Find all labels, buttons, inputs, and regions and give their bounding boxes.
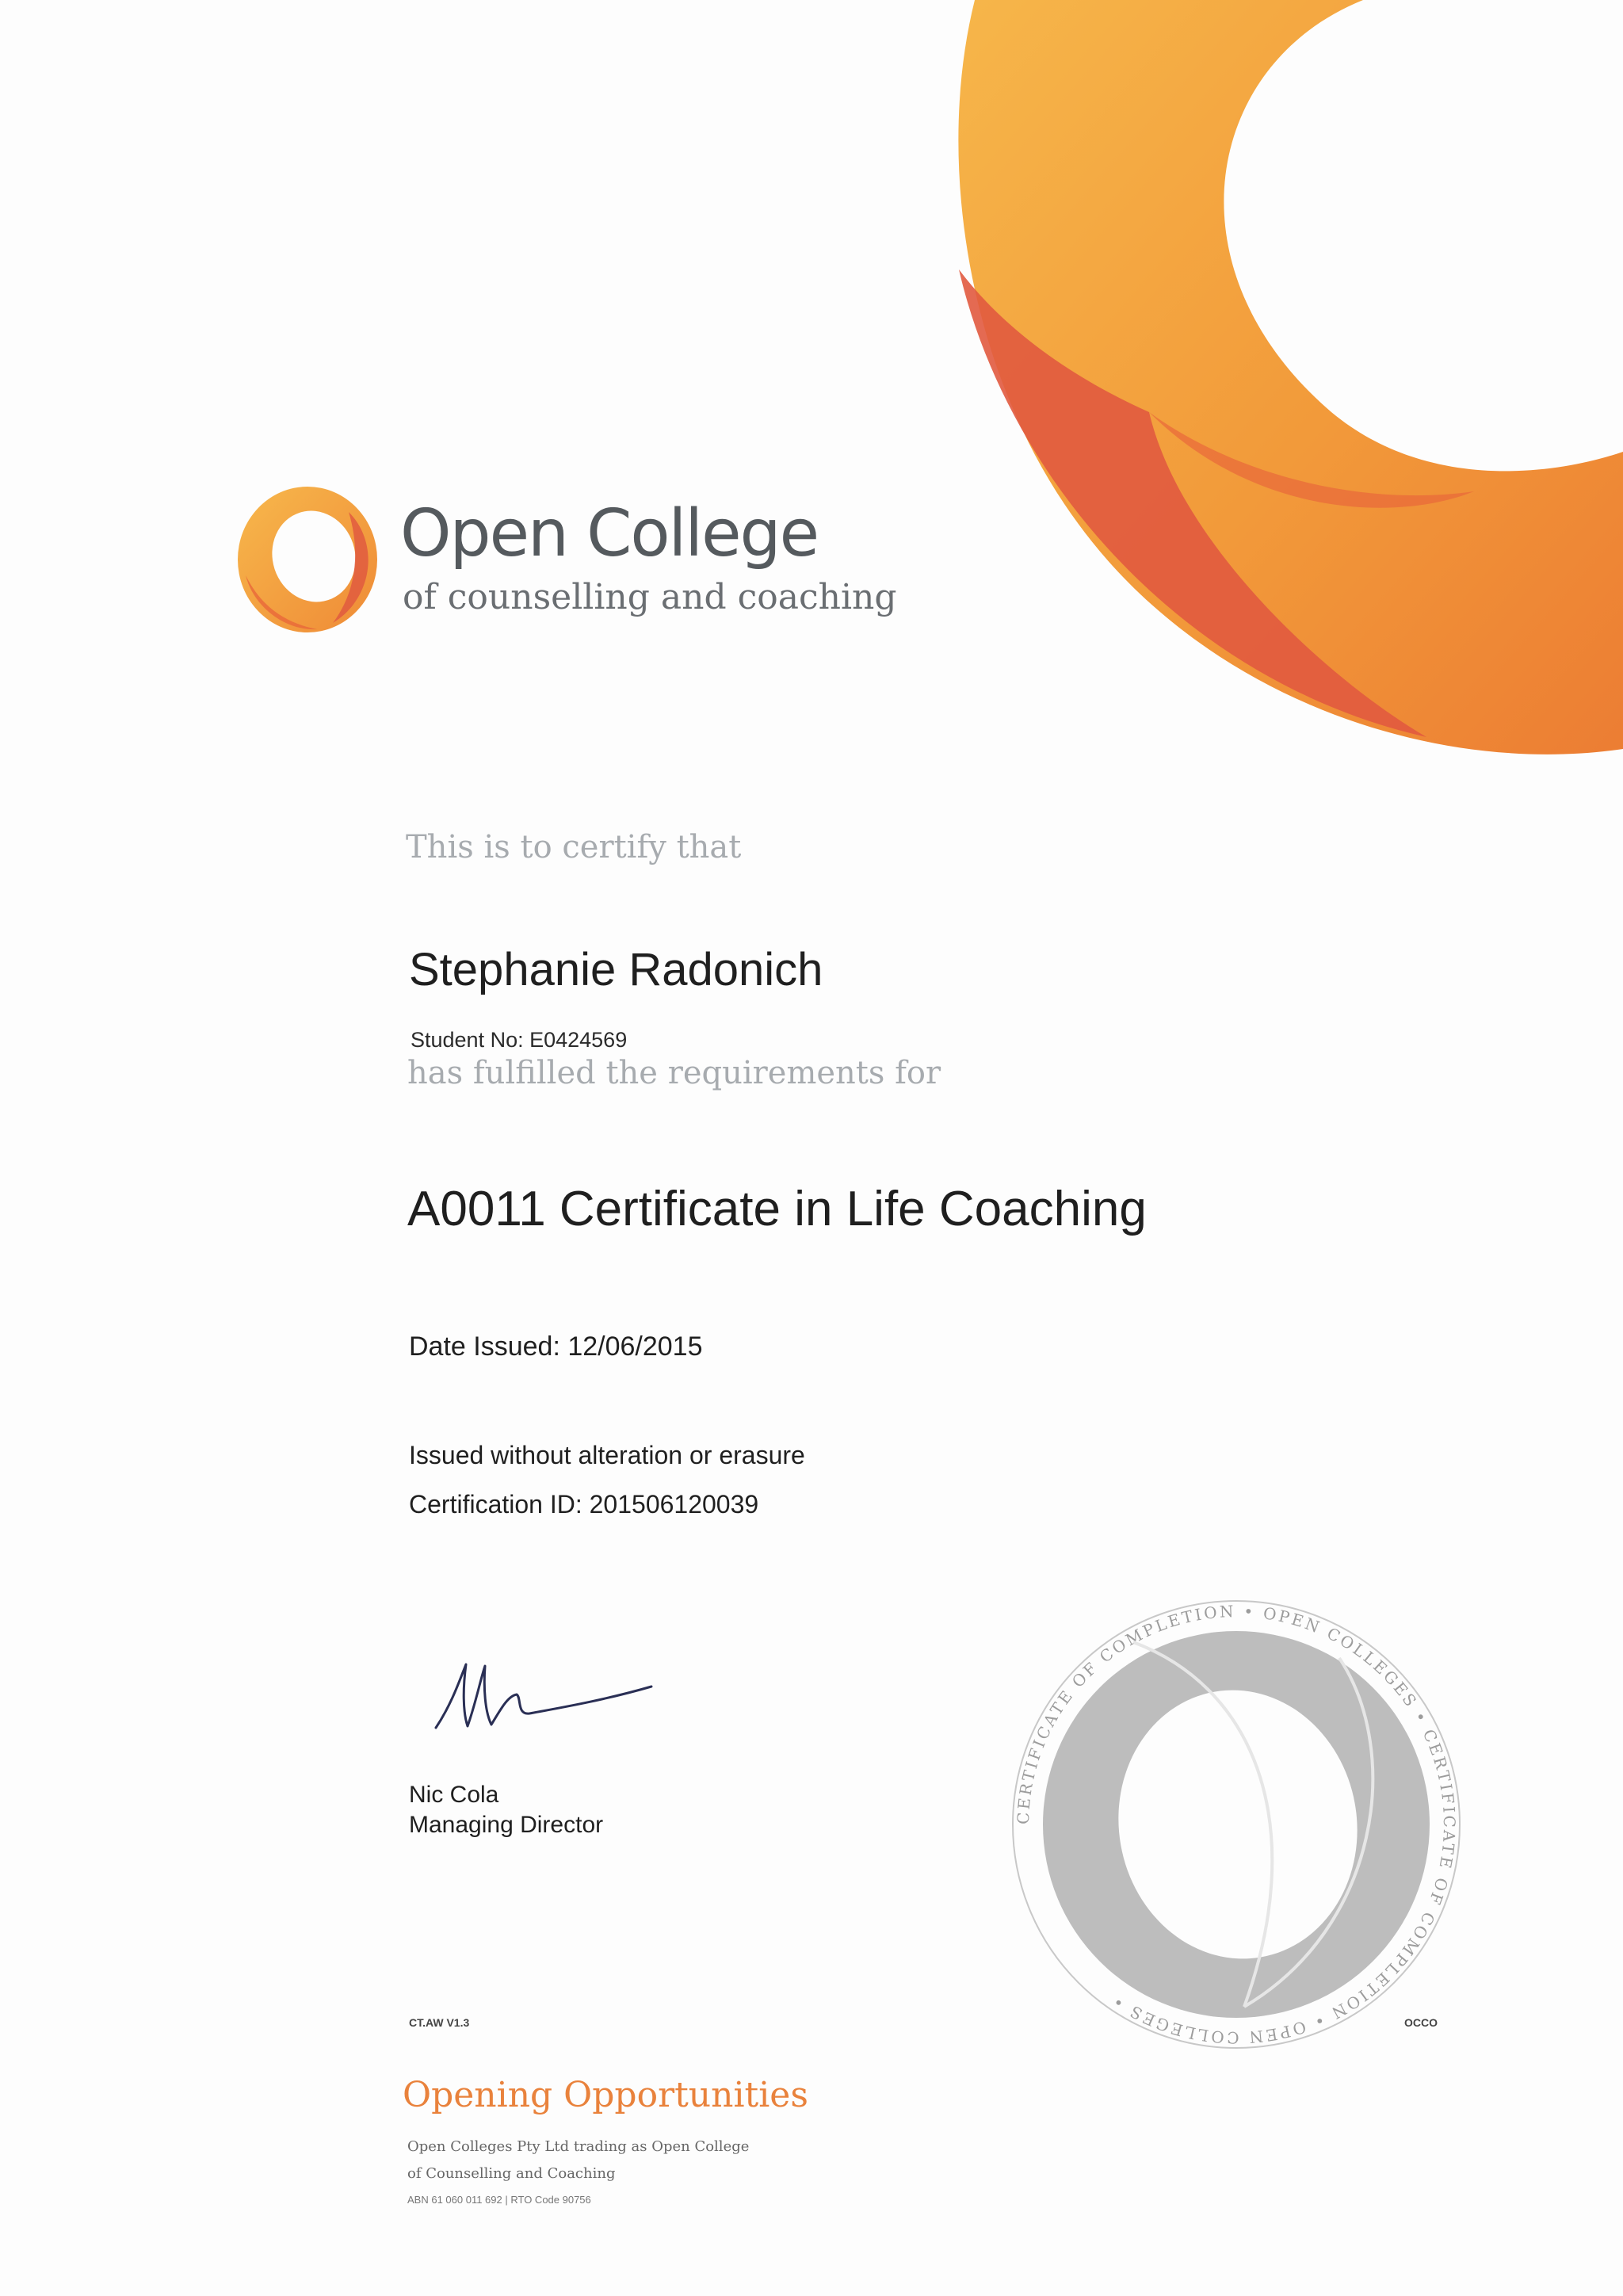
signer-name: Nic Cola [409,1782,499,1808]
logo-subtitle: of counselling and coaching [403,577,897,617]
college-logo-mark [230,480,385,636]
certify-intro: This is to certify that [406,829,742,865]
form-code: CT.AW V1.3 [409,2016,470,2029]
student-number: Student No: E0424569 [411,1028,628,1052]
completion-seal [1006,1595,1466,2054]
legal-line-3: ABN 61 060 011 692 | RTO Code 90756 [407,2194,591,2206]
student-name: Stephanie Radonich [409,944,823,995]
legal-line-1: Open Colleges Pty Ltd trading as Open College [407,2138,750,2155]
legal-line-2: of Counselling and Coaching [407,2165,616,2182]
certification-id: Certification ID: 201506120039 [409,1490,759,1519]
logo-title: Open College [400,496,819,571]
seal-ring-text: CERTIFICATE OF COMPLETION • OPEN COLLEGES • CERTIFICATE OF COMPLETION • OPEN COLLEGES • [1013,1601,1460,2048]
decorative-arc [919,0,1623,761]
signer-role: Managing Director [409,1812,604,1838]
date-issued: Date Issued: 12/06/2015 [409,1331,703,1362]
issued-note: Issued without alteration or erasure [409,1441,805,1469]
course-title: A0011 Certificate in Life Coaching [407,1182,1147,1236]
tagline: Opening Opportunities [403,2075,808,2115]
requirements-text: has fulfilled the requirements for [407,1055,941,1091]
signature-image [428,1648,658,1744]
right-code: OCCO [1404,2016,1438,2029]
